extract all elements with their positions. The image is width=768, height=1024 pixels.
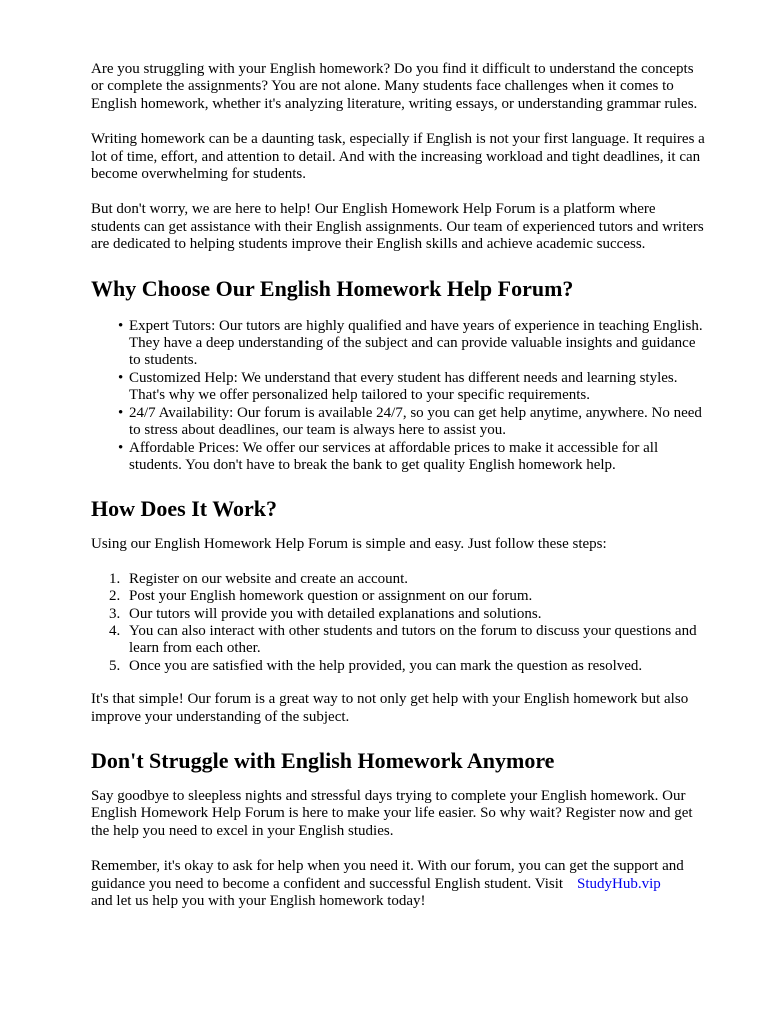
why-heading: Why Choose Our English Homework Help Forum? [91, 275, 574, 301]
why-item-text: 24/7 Availability: Our forum is available 24/7, so you can get help anytime, anywhere. No need to stress about deadlines, our team is always here to assist you. [129, 404, 702, 439]
step-item [91, 658, 708, 675]
dont-paragraph-2-before: Remember, it's okay to ask for help when you need it. With our forum, you can get the support and guidance you need to become a confident and successful English student. Visit [91, 858, 684, 892]
step-item [91, 588, 708, 605]
studyhub-link[interactable]: StudyHub.vip [577, 875, 661, 892]
dont-paragraph-1: Say goodbye to sleepless nights and stressful days trying to complete your English homework. Our English Homework Help Forum is here to make your life easier. So why wait? Register now and get the help you need to excel in your English studies. [91, 787, 693, 839]
why-item-text: Affordable Prices: We offer our services at affordable prices to make it accessible for all students. You don't have to break the bank to get quality English homework help. [129, 439, 659, 473]
step-number: 4. [109, 622, 121, 639]
why-list-item [91, 318, 708, 370]
dont-paragraph-2-after: and let us help you with your English homework today! [91, 893, 426, 909]
why-list-item [91, 370, 708, 405]
how-heading: How Does It Work? [91, 496, 277, 522]
dont-heading: Don't Struggle with English Homework Anymore [91, 747, 555, 773]
why-list-item [91, 440, 708, 475]
step-number: 2. [109, 588, 121, 605]
step-item [91, 606, 708, 623]
bullet-icon: • [118, 404, 124, 421]
step-text: Once you are satisfied with the help provided, you can mark the question as resolved. [129, 657, 643, 674]
why-item-text: Expert Tutors: Our tutors are highly qualified and have years of experience in teaching English. They have a deep understanding of the subject and can provide valuable insights and guidance to students. [129, 317, 703, 369]
bullet-icon: • [118, 317, 124, 334]
step-text: Register on our website and create an account. [129, 570, 409, 587]
step-number: 1. [109, 570, 121, 587]
steps-list [91, 571, 708, 675]
step-item [91, 623, 708, 658]
why-item-text: Customized Help: We understand that every student has different needs and learning styles. That's why we offer personalized help tailored to your specific requirements. [129, 369, 678, 404]
step-number: 5. [109, 657, 121, 674]
dont-paragraph-2 [91, 858, 708, 910]
step-text: You can also interact with other students and tutors on the forum to discuss your questions and learn from each other. [129, 622, 697, 657]
step-text: Our tutors will provide you with detailed explanations and solutions. [129, 605, 542, 622]
step-text: Post your English homework question or assignment on our forum. [129, 588, 533, 605]
how-outro-paragraph: It's that simple! Our forum is a great way to not only get help with your English homework but also improve your understanding of the subject. [91, 691, 689, 725]
how-intro-paragraph: Using our English Homework Help Forum is simple and easy. Just follow these steps: [91, 536, 607, 553]
step-number: 3. [109, 605, 121, 622]
bullet-icon: • [118, 369, 124, 386]
why-list-item [91, 405, 708, 440]
step-item [91, 571, 708, 588]
intro-paragraph-2: Writing homework can be a daunting task, especially if English is not your first language. It requires a lot of time, effort, and attention to detail. And with the increasing workload and tight deadlines, it can become overwhelming for students. [91, 131, 705, 183]
intro-paragraph-3: But don't worry, we are here to help! Our English Homework Help Forum is a platform where students can get assistance with their English assignments. Our team of experienced tutors and writers are dedicated to helping students improve their English skills and achieve academic success. [91, 201, 704, 253]
why-list [91, 318, 708, 475]
bullet-icon: • [118, 439, 124, 456]
intro-paragraph-1: Are you struggling with your English homework? Do you find it difficult to understand the concepts or complete the assignments? You are not alone. Many students face challenges when it comes to English homework, whether it's analyzing literature, writing essays, or understanding grammar rules. [91, 61, 698, 112]
